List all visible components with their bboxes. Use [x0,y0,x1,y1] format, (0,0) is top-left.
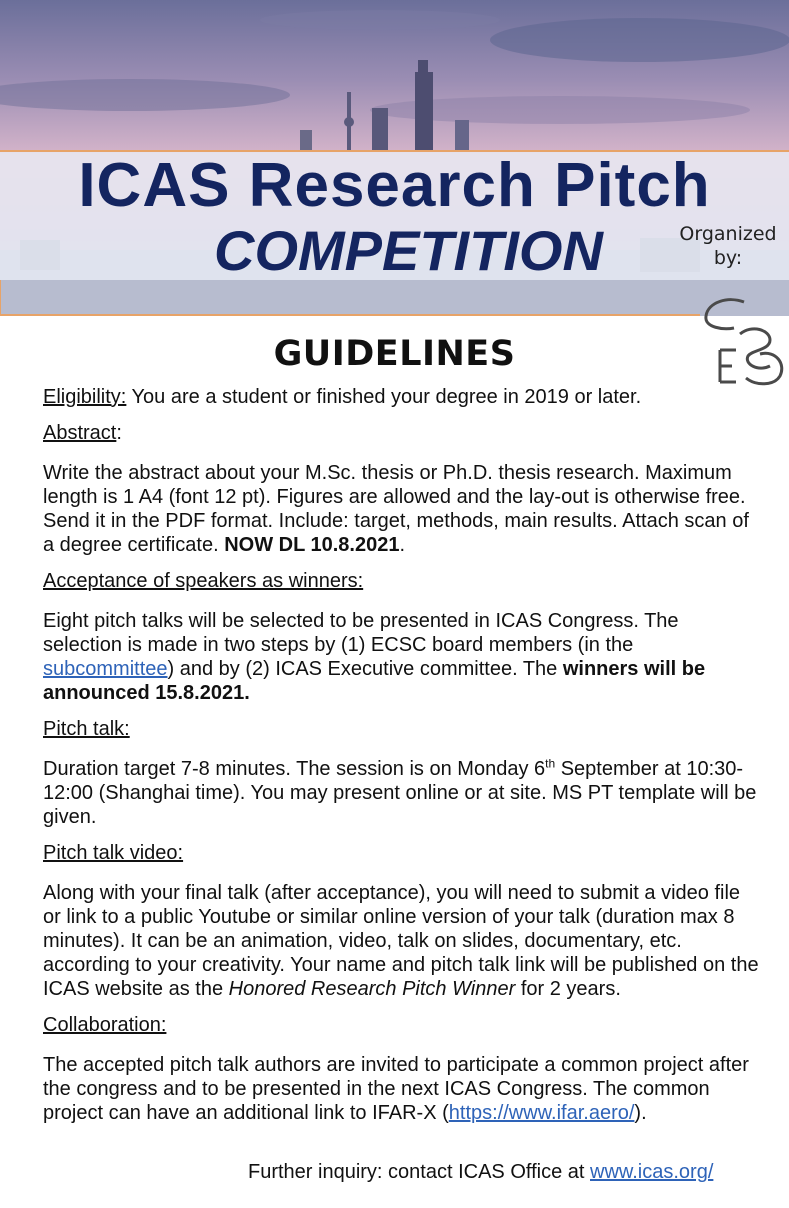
abstract-label-suffix: : [116,422,122,444]
subcommittee-link[interactable]: subcommittee [43,658,168,680]
collaboration-end: ). [634,1102,647,1124]
ifar-link[interactable]: https://www.ifar.aero/ [448,1102,635,1124]
guidelines-content [43,385,763,1125]
organized-line2: by: [713,247,743,269]
acceptance-label: Acceptance of speakers as winners: [43,570,364,592]
pitch-talk-heading [43,717,763,741]
icas-website-link[interactable]: www.icas.org/ [590,1161,714,1183]
eligibility-text: You are a student or finished your degree in 2019 or later. [126,386,642,408]
acceptance-paragraph [43,609,763,705]
pitch-talk-label: Pitch talk: [43,718,130,740]
header-banner [0,0,789,316]
eligibility-paragraph [43,385,763,409]
frame-bottom-line [0,314,700,316]
acceptance-heading [43,569,763,593]
abstract-deadline: NOW DL 10.8.2021 [224,534,400,556]
footer-inquiry [248,1160,713,1184]
eligibility-label: Eligibility: [43,386,127,408]
abstract-text: Write the abstract about your M.Sc. thesis or Ph.D. thesis research. Maximum length is 1 A4 (font 12 pt). Figures are allowed and the lay-out is otherwise free. Send it in the PDF format. Include: target, methods, main results. Attach scan of a degree certificate. [43,462,749,556]
abstract-end: . [399,534,406,556]
pitch-video-end: for 2 years. [515,978,621,1000]
banner-subtitle: COMPETITION [214,219,603,282]
pitch-video-heading [43,841,763,865]
abstract-paragraph [43,461,763,557]
collaboration-heading [43,1013,763,1037]
abstract-label: Abstract [43,422,117,444]
pitch-talk-sup: th [545,756,556,771]
organized-line1: Organized [679,223,777,245]
pitch-talk-paragraph [43,757,763,829]
collaboration-paragraph [43,1053,763,1125]
frame-left-line [0,280,1,316]
pitch-talk-text: Duration target 7-8 minutes. The session is on Monday 6 [43,758,546,780]
collaboration-label: Collaboration: [43,1014,167,1036]
banner-title: ICAS Research Pitch [78,151,711,220]
pitch-video-paragraph [43,881,763,1001]
acceptance-text-after: ) and by (2) ICAS Executive committee. The [167,658,563,680]
pitch-video-text: Along with your final talk (after acceptance), you will need to submit a video file or link to a public Youtube or similar online version of your talk (duration max 8 minutes). It can be an animation, video, talk on slides, documentary, etc. according to your creativity. Your name and pitch talk link will be published on the ICAS website as the [43,882,759,1000]
acceptance-bold: winners will be announced 15.8.2021. [43,658,706,704]
acceptance-text: Eight pitch talks will be selected to be presented in ICAS Congress. The selection is made in two steps by (1) ECSC board members (in the [43,610,679,656]
organized-by-label [676,222,780,270]
pitch-video-italic: Honored Research Pitch Winner [228,978,516,1000]
footer-text: Further inquiry: contact ICAS Office at [248,1161,590,1183]
pitch-talk-text-after: September at 10:30-12:00 (Shanghai time). You may present online or at site. MS PT template will be given. [43,758,757,828]
abstract-heading [43,421,763,445]
page-heading: GUIDELINES [273,334,516,374]
collaboration-text: The accepted pitch talk authors are invited to participate a common project after the congress and to be presented in the next ICAS Congress. The common project can have an additional link to IFAR-X ( [43,1054,749,1124]
pitch-video-label: Pitch talk video: [43,842,184,864]
